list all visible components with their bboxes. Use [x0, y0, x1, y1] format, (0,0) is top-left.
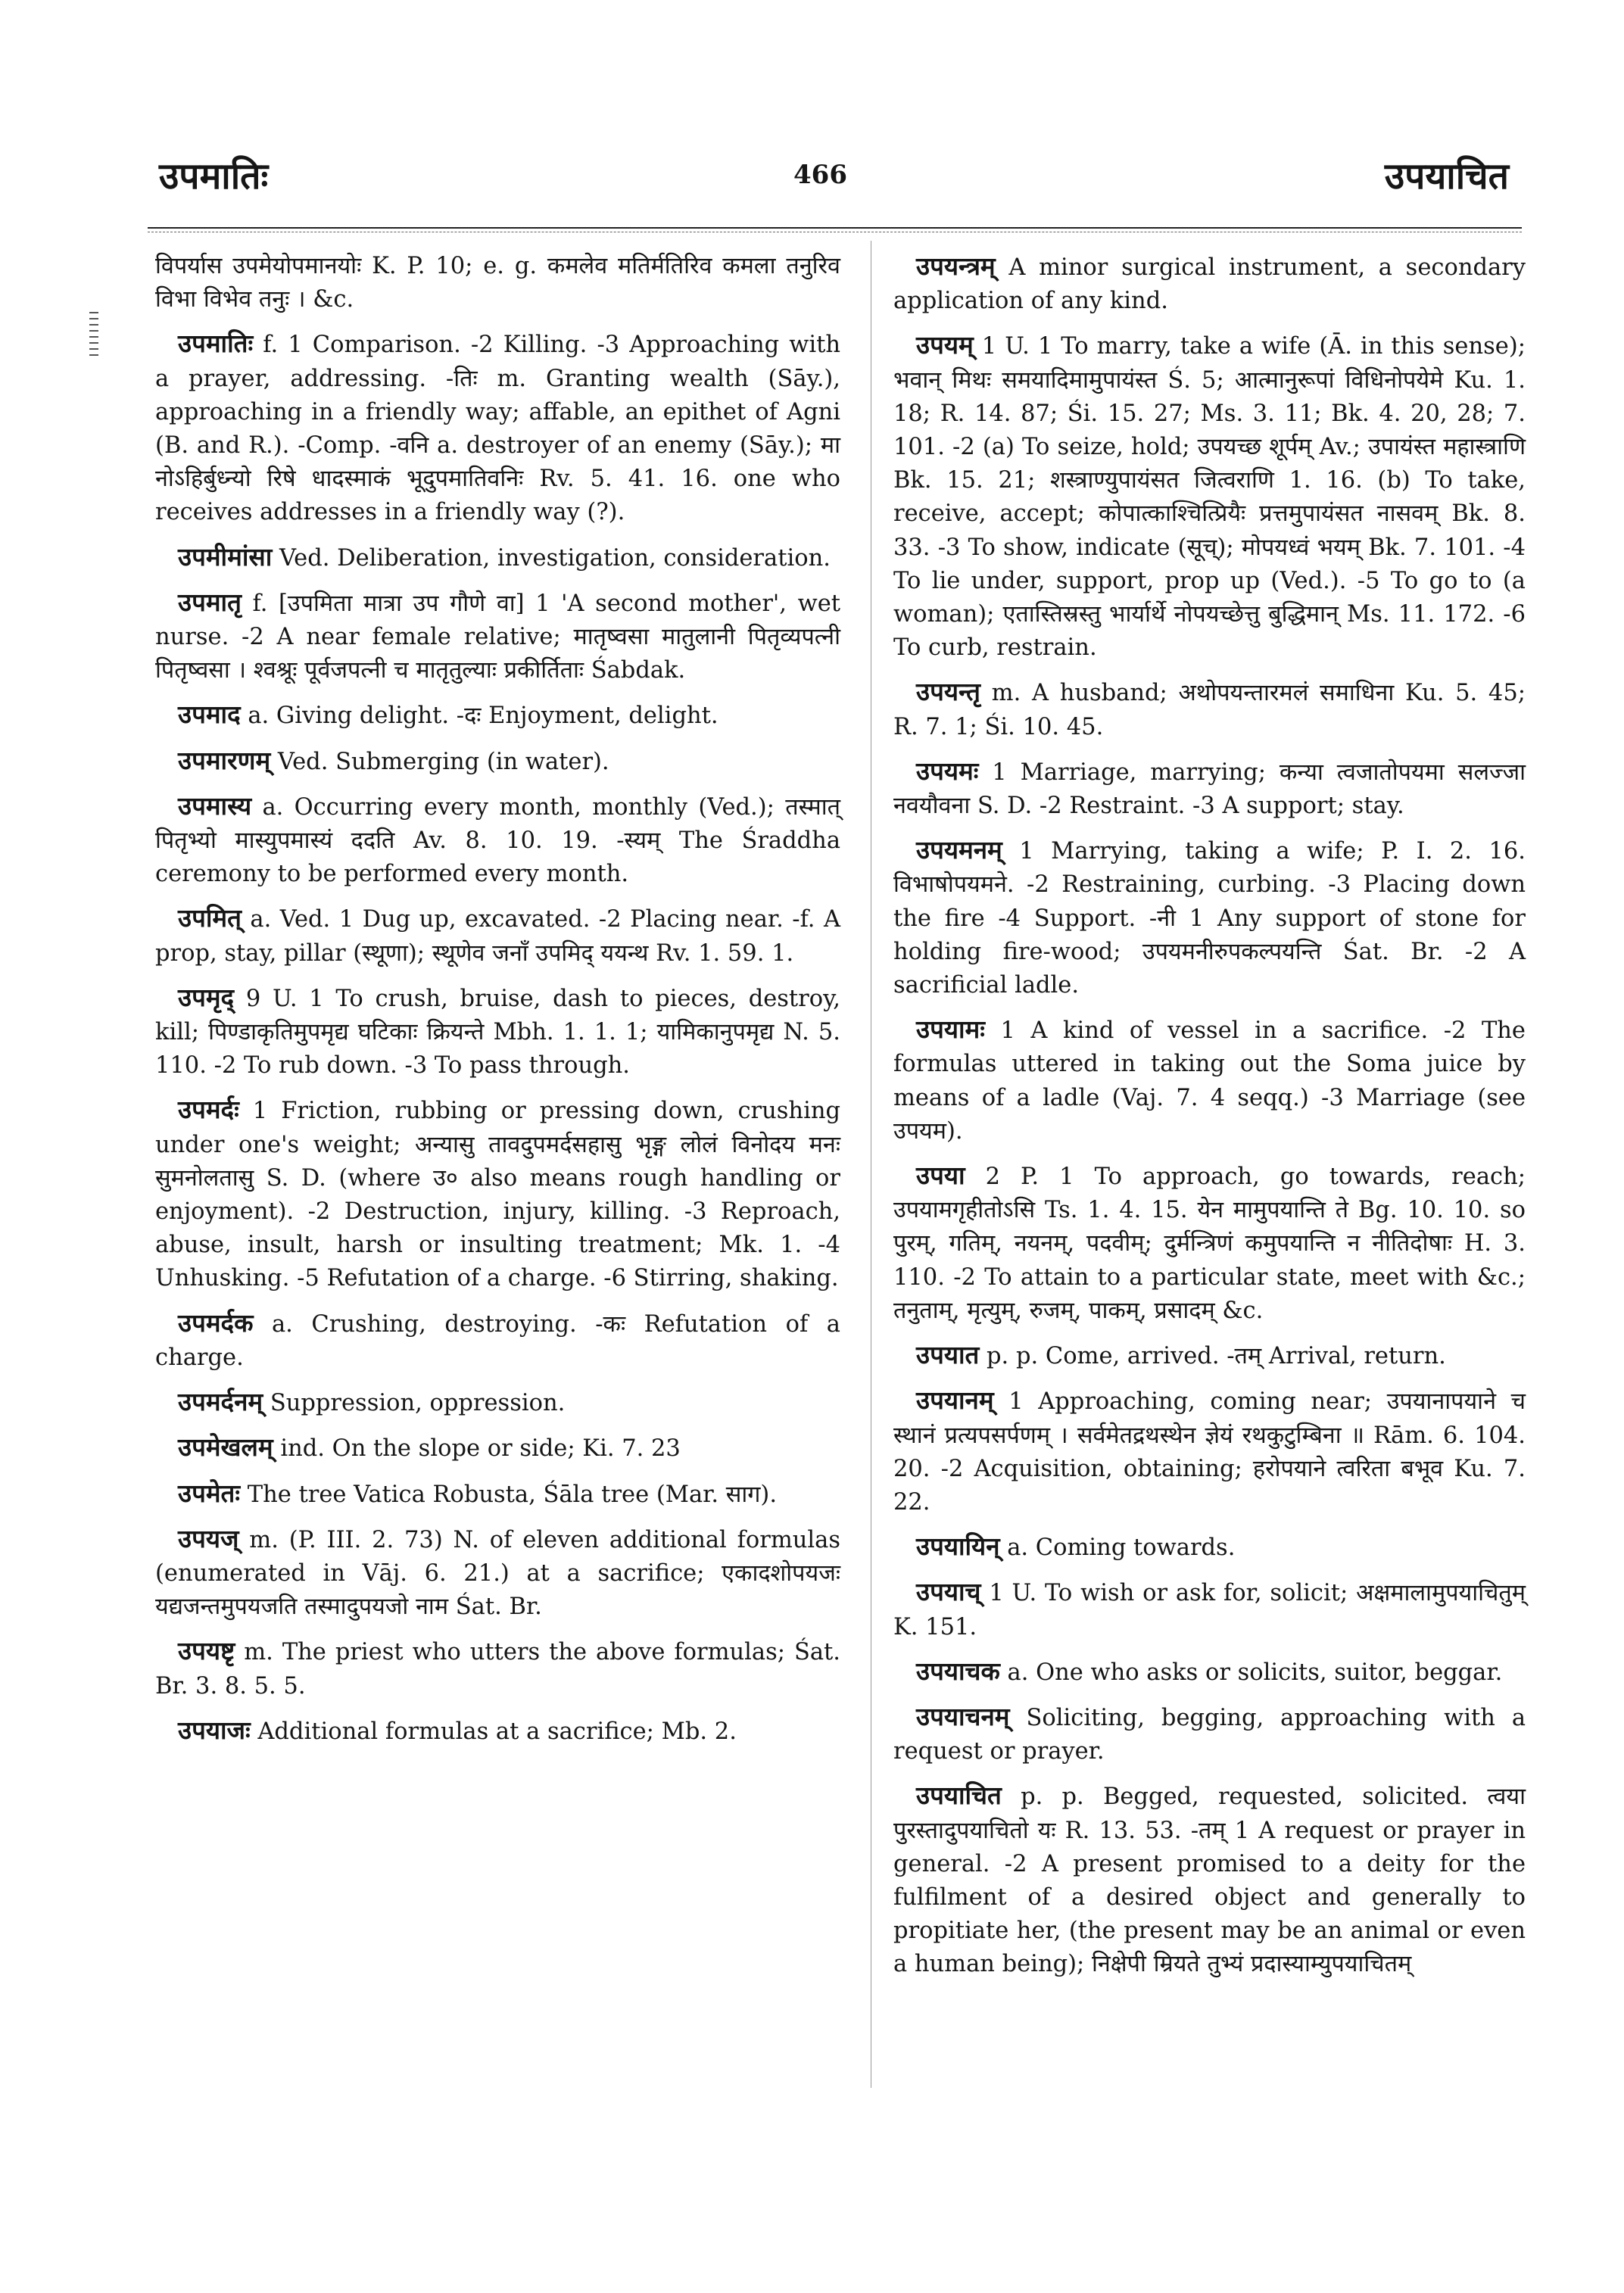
dictionary-entry [893, 250, 1526, 318]
dictionary-entry [893, 1779, 1526, 1981]
dictionary-entry [155, 1093, 840, 1295]
running-head-right: उपयाचित [1384, 155, 1509, 198]
entry-definition: a. Ved. 1 Dug up, excavated. -2 Placing near. -f. A prop, stay, pillar (स्थूणा); स्थूणेव जनाँ उपमिद् ययन्थ Rv. 1. 59. 1. [155, 906, 840, 967]
entry-headword: उपयामः [916, 1014, 985, 1045]
entry-headword: उपयन्त्रम् [916, 251, 996, 281]
dictionary-entry [155, 1385, 840, 1420]
entry-definition: 1 U. 1 To marry, take a wife (Ā. in this sense); भवान् मिथः समयादिमामुपायंस्त Ś. 5; आत्मानुरूपां विधिनोपयेमे Ku. 1. 18; R. 14. 87; Śi. 15. 27; Ms. 3. 11; Bk. 4. 20, 28; 7. 101. -2 (a) To seize, hold; उपयच्छ शूर्पम् Av.; उपायंस्त महास्त्राणि Bk. 15. 21; शस्त्राण्युपायंसत जित्वराणि 1. 16. (b) To take, receive, accept; कोपात्काश्चित्प्रियैः प्रत्तमुपायंसत नासवम् Bk. 8. 33. -3 To show, indicate (सूच्); मोपयध्वं भयम् Bk. 7. 101. -4 To lie under, support, prop up (Ved.). -5 To go to (a woman); एतास्तिस्रस्तु भार्यार्थे नोपयच्छेत्तु बुद्धिमान् Ms. 11. 172. -6 To curb, restrain. [893, 333, 1526, 662]
entry-definition: 1 Friction, rubbing or pressing down, crushing under one's weight; अन्यासु तावदुपमर्दसहासु भृङ्ग लोलं विनोदय मनः सुमनोलतासु S. D. (where उ० also means rough handling or enjoyment). -2 Destruction, injury, killing. -3 Reproach, abuse, insult, harsh or insulting treatment; Mk. 1. -4 Unhusking. -5 Refutation of a charge. -6 Stirring, shaking. [155, 1098, 840, 1292]
right-column [893, 250, 1526, 1992]
entry-definition: m. The priest who utters the above formulas; Śat. Br. 3. 8. 5. 5. [155, 1639, 841, 1699]
dictionary-entry [893, 1575, 1526, 1643]
entry-headword: उपया [916, 1161, 965, 1191]
entry-headword: उपयात [916, 1340, 980, 1370]
entry-headword: उपयमः [916, 756, 979, 786]
entry-definition: The tree Vatica Robusta, Śāla tree (Mar. साग). [247, 1481, 778, 1508]
dictionary-entry [155, 698, 840, 733]
entry-headword: उपयानम् [916, 1385, 994, 1416]
entry-definition: 1 Marriage, marrying; कन्या त्वजातोपयमा सलज्जा नवयौवना S. D. -2 Restraint. -3 A support; stay. [893, 759, 1526, 820]
entry-definition: a. Coming towards. [1007, 1534, 1236, 1562]
entry-definition: a. Giving delight. -दः Enjoyment, delight. [248, 703, 718, 730]
entry-headword: उपयाच् [916, 1577, 981, 1607]
entry-definition: f. [उपमिता मात्रा उप गौणे वा] 1 'A second mother', wet nurse. -2 A near female relative; मातृष्वसा मातुलानी पितृव्यपत्नी पितृष्वसा । श्वश्रूः पूर्वजपत्नी च मातृतुल्याः प्रकीर्तिताः Śabdak. [155, 590, 840, 684]
entry-definition: Ved. Submerging (in water). [277, 748, 609, 775]
entry-definition: 1 Approaching, coming near; उपयानापयाने च स्थानं प्रत्यपसर्पणम् । सर्वमेतद्रथस्थेन ज्ञेयं रथकुटुम्बिना ॥ Rām. 6. 104. 20. -2 Acquisition, obtaining; हरोपयाने त्वरिता बभूव Ku. 7. 22. [893, 1388, 1526, 1516]
entry-headword: उपमीमांसा [178, 541, 273, 572]
entry-definition: A minor surgical instrument, a secondary application of any kind. [893, 254, 1526, 315]
dictionary-entry [155, 541, 840, 575]
dictionary-entry [893, 1013, 1526, 1148]
entry-headword: उपमर्दक [178, 1307, 254, 1338]
entry-definition: m. (P. III. 2. 73) N. of eleven additional formulas (enumerated in Vāj. 6. 21.) at a sacrifice; एकादशोपयजः यद्यजन्तमुपयजति तस्मादुपयजो नाम Śat. Br. [155, 1526, 840, 1621]
dictionary-entry [155, 1522, 840, 1625]
entry-headword: उपमर्दः [178, 1095, 239, 1125]
entry-definition: a. One who asks or solicits, suitor, beggar. [1007, 1659, 1503, 1686]
entry-definition: विपर्यास उपमेयोपमानयोः K. P. 10; e. g. कमलेव मतिर्मतिरिव कमला तनुरिव विभा विभेव तनुः । &c. [155, 253, 840, 313]
entry-headword: उपमारणम् [178, 745, 271, 775]
entry-headword: उपयाचित [916, 1781, 1002, 1811]
dictionary-entry [893, 675, 1526, 743]
dictionary-entry [155, 1477, 840, 1512]
entry-definition: m. A husband; अथोपयन्तारमलं समाधिना Ku. 5. 45; R. 7. 1; Śi. 10. 45. [893, 680, 1526, 740]
entry-definition: f. 1 Comparison. -2 Killing. -3 Approaching with a prayer, addressing. -तिः m. Granting wealth (Sāy.), approaching in a friendly way; affable, an epithet of Agni (B. and R.). -Comp. -वनि a. destroyer of an enemy (Sāy.); मा नोऽहिर्बुध्न्यो रिषे धादस्माकं भूदुपमातिवनिः Rv. 5. 41. 16. one who receives addresses in a friendly way (?). [155, 332, 840, 526]
dictionary-entry [893, 755, 1526, 823]
entry-headword: उपमातिः [178, 329, 254, 359]
dictionary-entry [155, 1634, 840, 1703]
entry-headword: उपयमनम् [916, 835, 1002, 865]
header-rule [148, 227, 1522, 229]
dictionary-entry [893, 1159, 1526, 1328]
dictionary-entry [893, 1700, 1526, 1768]
entry-headword: उपमर्दनम् [178, 1387, 263, 1417]
entry-headword: उपयाचनम् [916, 1701, 1010, 1731]
entry-definition: 9 U. 1 To crush, bruise, dash to pieces, destroy, kill; पिण्डाकृतिमुपमृद्य घटिकाः क्रियन्ते Mbh. 1. 1. 1; यामिकानुपमृद्य N. 5. 110. -2 To rub down. -3 To pass through. [155, 985, 840, 1080]
dictionary-entry [155, 902, 840, 970]
entry-headword: उपयष्टृ [178, 1636, 235, 1666]
entry-definition: 1 Marrying, taking a wife; P. I. 2. 16. विभाषोपयमने. -2 Restraining, curbing. -3 Placing down the fire -4 Support. -नी 1 Any support of stone for holding fire-wood; उपयमनीरुपकल्पयन्ति Śat. Br. -2 A sacrificial ladle. [893, 838, 1526, 999]
entry-headword: उपयन्तृ [916, 677, 980, 707]
dictionary-entry [155, 250, 840, 316]
dictionary-entry [155, 981, 840, 1083]
entry-definition: Ved. Deliberation, investigation, consideration. [279, 544, 831, 572]
page-number: 466 [793, 160, 847, 190]
dictionary-entry [893, 1655, 1526, 1690]
entry-headword: उपयाजः [178, 1715, 251, 1745]
dictionary-entry [155, 327, 840, 529]
entry-definition: 2 P. 1 To approach, go towards, reach; उपयामगृहीतोऽसि Ts. 1. 4. 15. येन मामुपयान्ति ते Bg. 10. 10. so पुरम्, गतिम्, नयनम्, पदवीम्; दुर्मन्त्रिणं कमुपयान्ति न नीतिदोषाः H. 3. 110. -2 To attain to a particular state, meet with &c.; तनुताम्, मृत्युम्, रुजम्, पाकम्, प्रसादम् &c. [893, 1164, 1526, 1324]
entry-headword: उपयम् [916, 330, 974, 360]
left-column [155, 250, 840, 1759]
dictionary-entry [155, 744, 840, 779]
entry-definition: p. p. Begged, requested, solicited. त्वया पुरस्तादुपयाचितो यः R. 13. 53. -तम् 1 A request or prayer in general. -2 A present promised to a deity for the fulfilment of a desired object and generally to propitiate her, (the present may be an animal or even a human being); निक्षेपी म्रियते तुभ्यं प्रदास्याम्युपयाचितम् [893, 1784, 1526, 1978]
entry-headword: उपमित् [178, 903, 242, 933]
entry-headword: उपमाद [178, 699, 241, 730]
entry-definition: Suppression, oppression. [270, 1390, 566, 1417]
dictionary-entry [155, 1431, 840, 1466]
dictionary-entry [893, 833, 1526, 1002]
dictionary-entry [155, 1307, 840, 1375]
entry-headword: उपयायिन् [916, 1531, 1000, 1562]
entry-headword: उपयाचक [916, 1656, 1000, 1686]
dictionary-entry [893, 1530, 1526, 1565]
dictionary-entry [155, 1714, 840, 1749]
entry-definition: a. Crushing, destroying. -कः Refutation of a charge. [155, 1310, 840, 1371]
dictionary-entry [155, 586, 840, 688]
entry-definition: ind. On the slope or side; Ki. 7. 23 [280, 1435, 681, 1463]
dictionary-entry [893, 1384, 1526, 1519]
entry-definition: 1 A kind of vessel in a sacrifice. -2 The formulas uttered in taking out the Soma juice by means of a ladle (Vaj. 7. 4 seqq.) -3 Marriage (see उपयम). [893, 1017, 1526, 1145]
entry-definition: 1 U. To wish or ask for, solicit; अक्षमालामुपयाचितुम् K. 151. [893, 1580, 1526, 1640]
entry-headword: उपमेखलम् [178, 1432, 273, 1463]
dictionary-entry [155, 790, 840, 892]
entry-headword: उपयज् [178, 1523, 239, 1553]
entry-headword: उपमास्य [178, 790, 252, 821]
entry-headword: उपमृद् [178, 982, 235, 1012]
dictionary-entry [893, 1338, 1526, 1373]
entry-definition: Soliciting, begging, approaching with a request or prayer. [893, 1704, 1526, 1765]
entry-definition: p. p. Come, arrived. -तम् Arrival, return. [987, 1343, 1446, 1370]
entry-headword: उपमेतः [178, 1478, 241, 1508]
entry-headword: उपमातृ [178, 587, 242, 617]
entry-definition: a. Occurring every month, monthly (Ved.); तस्मात् पितृभ्यो मास्युपमास्यं ददति Av. 8. 10. 19. -स्यम् The Śraddha ceremony to be performed every month. [155, 793, 841, 888]
dictionary-entry [893, 329, 1526, 665]
entry-definition: Additional formulas at a sacrifice; Mb. 2. [257, 1718, 737, 1745]
margin-tick-marks [89, 312, 98, 357]
running-head-left: उपमातिः [159, 155, 269, 198]
